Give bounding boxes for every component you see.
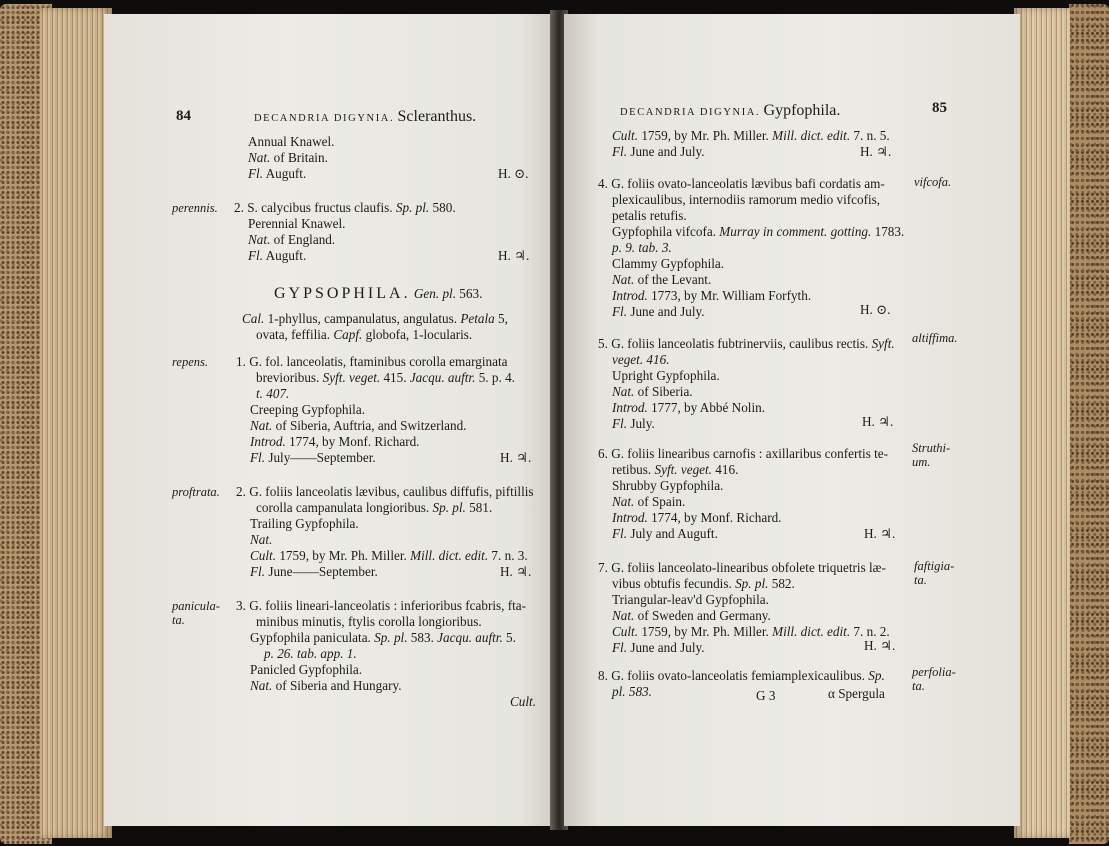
margin-species-name: um. (912, 455, 931, 469)
book-cover-right (1069, 4, 1109, 844)
species-diagnosis: corolla campanulata longioribus. Sp. pl. 581. (256, 500, 493, 515)
margin-species-name: perennis. (172, 201, 218, 215)
cultivated-line: Cult. 1759, by Mr. Ph. Miller. Mill. dict. edit. 7. n. 3. (250, 548, 528, 563)
habit-mark: H. ♃. (500, 450, 532, 465)
flowering-line: Fl. July. (612, 416, 655, 431)
genus-title: GYPSOPHILA. Gen. pl. 563. (274, 285, 483, 302)
cultivated-line: Cult. 1759, by Mr. Ph. Miller. Mill. dict. edit. 7. n. 2. (612, 624, 890, 639)
left-page (104, 14, 554, 826)
page-edges-right (1014, 8, 1070, 838)
margin-species-name: faftigia- (914, 559, 955, 573)
genus-character: Cal. 1-phyllus, campanulatus, angulatus. Petala 5, (242, 311, 508, 326)
species-diagnosis: 2. G. foliis lanceolatis lævibus, caulibus diffufis, piftillis (236, 484, 534, 499)
margin-species-name: proftrata. (172, 485, 220, 499)
native-line: Nat. of Siberia, Auftria, and Switzerland. (250, 418, 467, 433)
running-head: DECANDRIA DIGYNIA. Scleranthus. (254, 108, 477, 125)
species-diagnosis: vibus obtufis fecundis. Sp. pl. 582. (612, 576, 795, 591)
species-diagnosis: pl. 583. (612, 684, 652, 699)
common-name: Clammy Gypfophila. (612, 256, 725, 271)
species-diagnosis: 5. G. foliis lanceolatis fubtrinerviis, caulibus rectis. Syft. (598, 336, 895, 351)
flowering-line: Fl. Auguft. (248, 248, 307, 263)
species-diagnosis: retibus. Syft. veget. 416. (612, 462, 739, 477)
signature-mark: G 3 (756, 688, 776, 703)
native-line: Nat. of Britain. (248, 150, 328, 165)
synonym-line: p. 26. tab. app. 1. (264, 646, 357, 661)
page-number: 85 (932, 100, 947, 116)
species-diagnosis: plexicaulibus, internodiis ramorum medio vifcofis, (612, 192, 881, 207)
habit-mark: H. ♃. (862, 414, 894, 429)
right-page (564, 14, 1020, 826)
flowering-line: Fl. Auguft. (248, 166, 307, 181)
native-line: Nat. of Spain. (612, 494, 686, 509)
habit-mark: H. ⊙. (498, 166, 529, 181)
flowering-line: Fl. June and July. (612, 304, 705, 319)
native-line: Nat. of Siberia. (612, 384, 693, 399)
catchword: α Spergula (828, 686, 885, 701)
margin-species-name: repens. (172, 355, 208, 369)
common-name: Perennial Knawel. (248, 216, 346, 231)
species-diagnosis: 7. G. foliis lanceolato-linearibus obfolete triquetris læ- (598, 560, 886, 575)
synonym-line: p. 9. tab. 3. (612, 240, 672, 255)
synonym-line: Gypfophila paniculata. Sp. pl. 583. Jacqu. auftr. 5. (250, 630, 516, 645)
species-diagnosis: brevioribus. Syft. veget. 415. Jacqu. auftr. 5. p. 4. (256, 370, 515, 385)
species-diagnosis: 1. G. fol. lanceolatis, ftaminibus corolla emarginata (236, 354, 508, 369)
species-diagnosis: 3. G. foliis lineari-lanceolatis : inferioribus fcabris, fta- (236, 598, 527, 613)
habit-mark: H. ♃. (860, 144, 892, 159)
flowering-line: Fl. July and Auguft. (612, 526, 718, 541)
flowering-line: Fl. June and July. (612, 640, 705, 655)
genus-character: ovata, feffilia. Capf. globofa, 1-locularis. (256, 327, 473, 342)
flowering-line: Fl. June and July. (612, 144, 705, 159)
habit-mark: H. ♃. (864, 638, 896, 653)
margin-species-name: altiffima. (912, 331, 958, 345)
margin-species-name: panicula- (172, 599, 220, 613)
flowering-line: Fl. June——September. (250, 564, 378, 579)
species-diagnosis: t. 407. (256, 386, 290, 401)
page-edges-left (40, 8, 112, 838)
running-head: DECANDRIA DIGYNIA. Gypfophila. (620, 102, 841, 119)
margin-species-name: vifcofa. (914, 175, 952, 189)
species-diagnosis: 2. S. calycibus fructus claufis. Sp. pl. 580. (234, 200, 456, 215)
margin-species-name: perfolia- (912, 665, 956, 679)
margin-species-name: ta. (912, 679, 925, 693)
common-name: Triangular-leav'd Gypfophila. (612, 592, 769, 607)
common-name: Creeping Gypfophila. (250, 402, 365, 417)
species-diagnosis: minibus minutis, ftylis corolla longioribus. (256, 614, 482, 629)
common-name: Trailing Gypfophila. (250, 516, 359, 531)
introduced-line: Introd. 1777, by Abbé Nolin. (612, 400, 765, 415)
species-diagnosis: veget. 416. (612, 352, 670, 367)
native-line: Nat. of England. (248, 232, 336, 247)
habit-mark: H. ♃. (498, 248, 530, 263)
species-diagnosis: 8. G. foliis ovato-lanceolatis femiamplexicaulibus. Sp. (598, 668, 885, 683)
common-name: Annual Knawel. (248, 134, 335, 149)
habit-mark: H. ♃. (864, 526, 896, 541)
page-number: 84 (176, 108, 191, 124)
margin-species-name: ta. (172, 613, 185, 627)
catchword: Cult. (510, 694, 537, 709)
synonym-line: Gypfophila vifcofa. Murray in comment. gotting. 1783. (612, 224, 905, 239)
species-diagnosis: 4. G. foliis ovato-lanceolatis lævibus bafi cordatis am- (598, 176, 885, 191)
common-name: Upright Gypfophila. (612, 368, 720, 383)
native-line: Nat. of Siberia and Hungary. (250, 678, 402, 693)
flowering-line: Fl. July——September. (250, 450, 376, 465)
margin-species-name: Struthi- (912, 441, 951, 455)
habit-mark: H. ♃. (500, 564, 532, 579)
introduced-line: Introd. 1773, by Mr. William Forfyth. (612, 288, 812, 303)
introduced-line: Introd. 1774, by Monf. Richard. (250, 434, 420, 449)
common-name: Panicled Gypfophila. (250, 662, 363, 677)
native-line: Nat. (250, 532, 273, 547)
native-line: Nat. of the Levant. (612, 272, 712, 287)
species-diagnosis: petalis retufis. (612, 208, 687, 223)
common-name: Shrubby Gypfophila. (612, 478, 724, 493)
habit-mark: H. ⊙. (860, 302, 891, 317)
species-diagnosis: 6. G. foliis linearibus carnofis : axillaribus confertis te- (598, 446, 889, 461)
cultivated-line: Cult. 1759, by Mr. Ph. Miller. Mill. dict. edit. 7. n. 5. (612, 128, 890, 143)
introduced-line: Introd. 1774, by Monf. Richard. (612, 510, 782, 525)
native-line: Nat. of Sweden and Germany. (612, 608, 771, 623)
margin-species-name: ta. (914, 573, 927, 587)
